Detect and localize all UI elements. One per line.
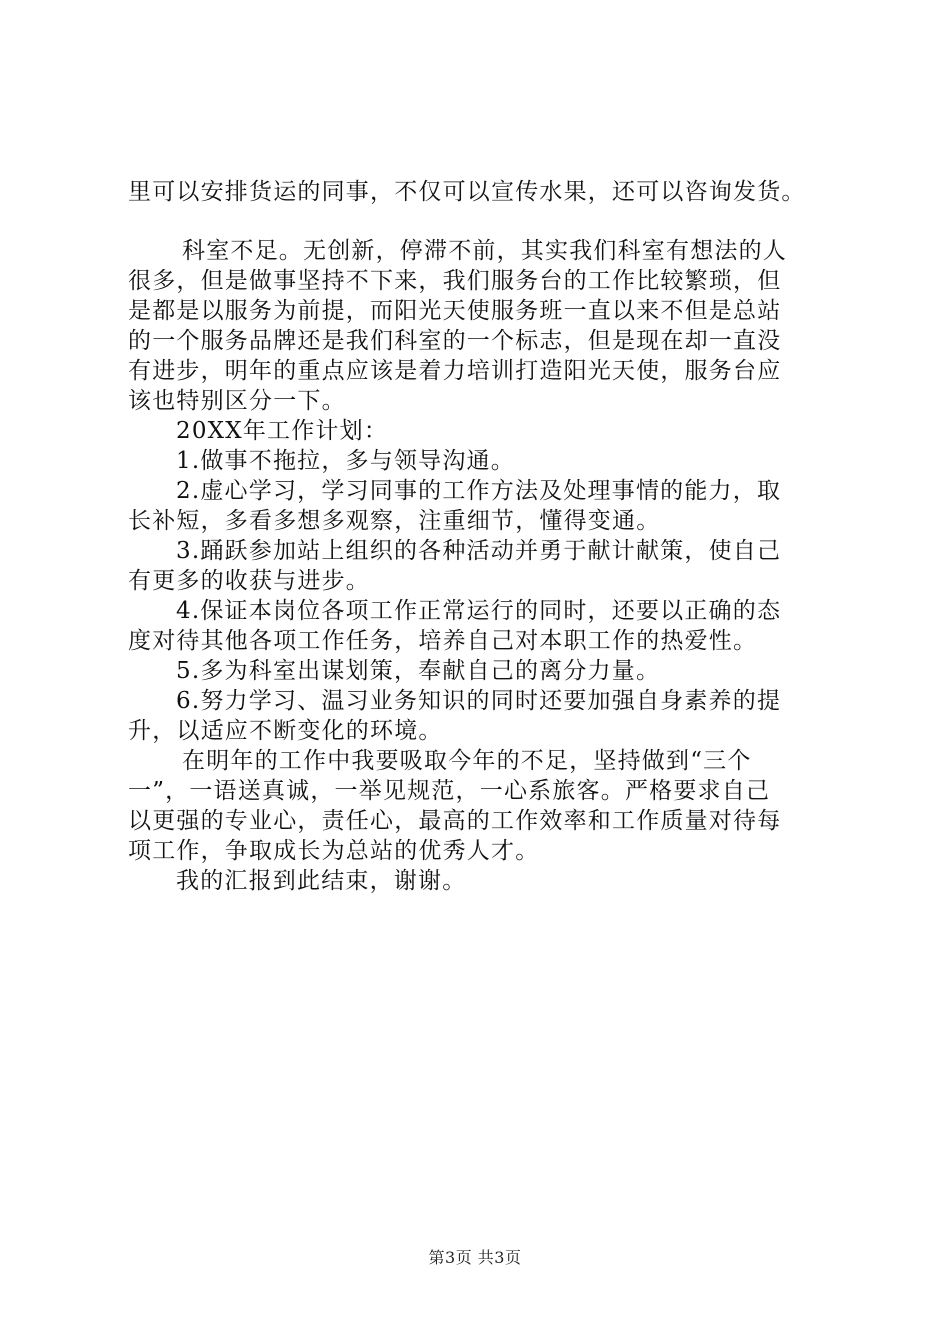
text-line: 一”，一语送真诚，一举见规范，一心系旅客。严格要求自己 (128, 778, 771, 804)
text-line: 度对待其他各项工作任务，培养自己对本职工作的热爱性。 (128, 628, 758, 654)
page-number: 第3页 共3页 (428, 1248, 522, 1267)
text-line: 升，以适应不断变化的环境。 (128, 718, 443, 744)
text-line: 有进步，明年的重点应该是着力培训打造阳光天使，服务台应 (128, 358, 782, 384)
paragraph-commitment (128, 746, 838, 866)
text-line: 项工作，争取成长为总站的优秀人才。 (128, 838, 540, 864)
text-line: 里可以安排货运的同事，不仅可以宣传水果，还可以咨询发货。 (128, 179, 806, 205)
text-line: 5.多为科室出谋划策，奉献自己的离分力量。 (176, 658, 661, 684)
plan-item (128, 446, 838, 476)
text-line: 该也特别区分一下。 (128, 388, 346, 414)
plan-list (128, 446, 838, 746)
plan-item (128, 656, 838, 686)
text-line: 是都是以服务为前提，而阳光天使服务班一直以来不但是总站 (128, 298, 782, 324)
text-line: 6.努力学习、温习业务知识的同时还要加强自身素养的提 (176, 688, 782, 714)
text-line: 长补短，多看多想多观察，注重细节，懂得变通。 (128, 508, 661, 534)
document-body (128, 236, 838, 896)
text-line: 有更多的收获与进步。 (128, 568, 370, 594)
continuation-text (128, 177, 838, 207)
text-line: 以更强的专业心，责任心，最高的工作效率和工作质量对待每 (128, 808, 782, 834)
plan-heading: 20XX年工作计划： (176, 418, 389, 444)
text-line: 3.踊跃参加站上组织的各种活动并勇于献计献策，使自己 (176, 538, 782, 564)
page-footer (0, 1245, 950, 1268)
text-line: 科室不足。无创新，停滞不前，其实我们科室有想法的人 (182, 238, 787, 264)
closing-line: 我的汇报到此结束，谢谢。 (176, 868, 467, 894)
paragraph-deficiency (128, 236, 838, 416)
plan-item (128, 476, 838, 536)
text-line: 很多，但是做事坚持不下来，我们服务台的工作比较繁琐，但 (128, 268, 782, 294)
text-line: 在明年的工作中我要吸取今年的不足，坚持做到“三个 (182, 748, 752, 774)
text-line: 2.虚心学习，学习同事的工作方法及处理事情的能力，取 (176, 478, 782, 504)
text-line: 4.保证本岗位各项工作正常运行的同时，还要以正确的态 (176, 598, 782, 624)
text-line: 1.做事不拖拉，多与领导沟通。 (176, 448, 515, 474)
plan-item (128, 686, 838, 746)
plan-item (128, 536, 838, 596)
text-line: 的一个服务品牌还是我们科室的一个标志，但是现在却一直没 (128, 328, 782, 354)
plan-item (128, 596, 838, 656)
